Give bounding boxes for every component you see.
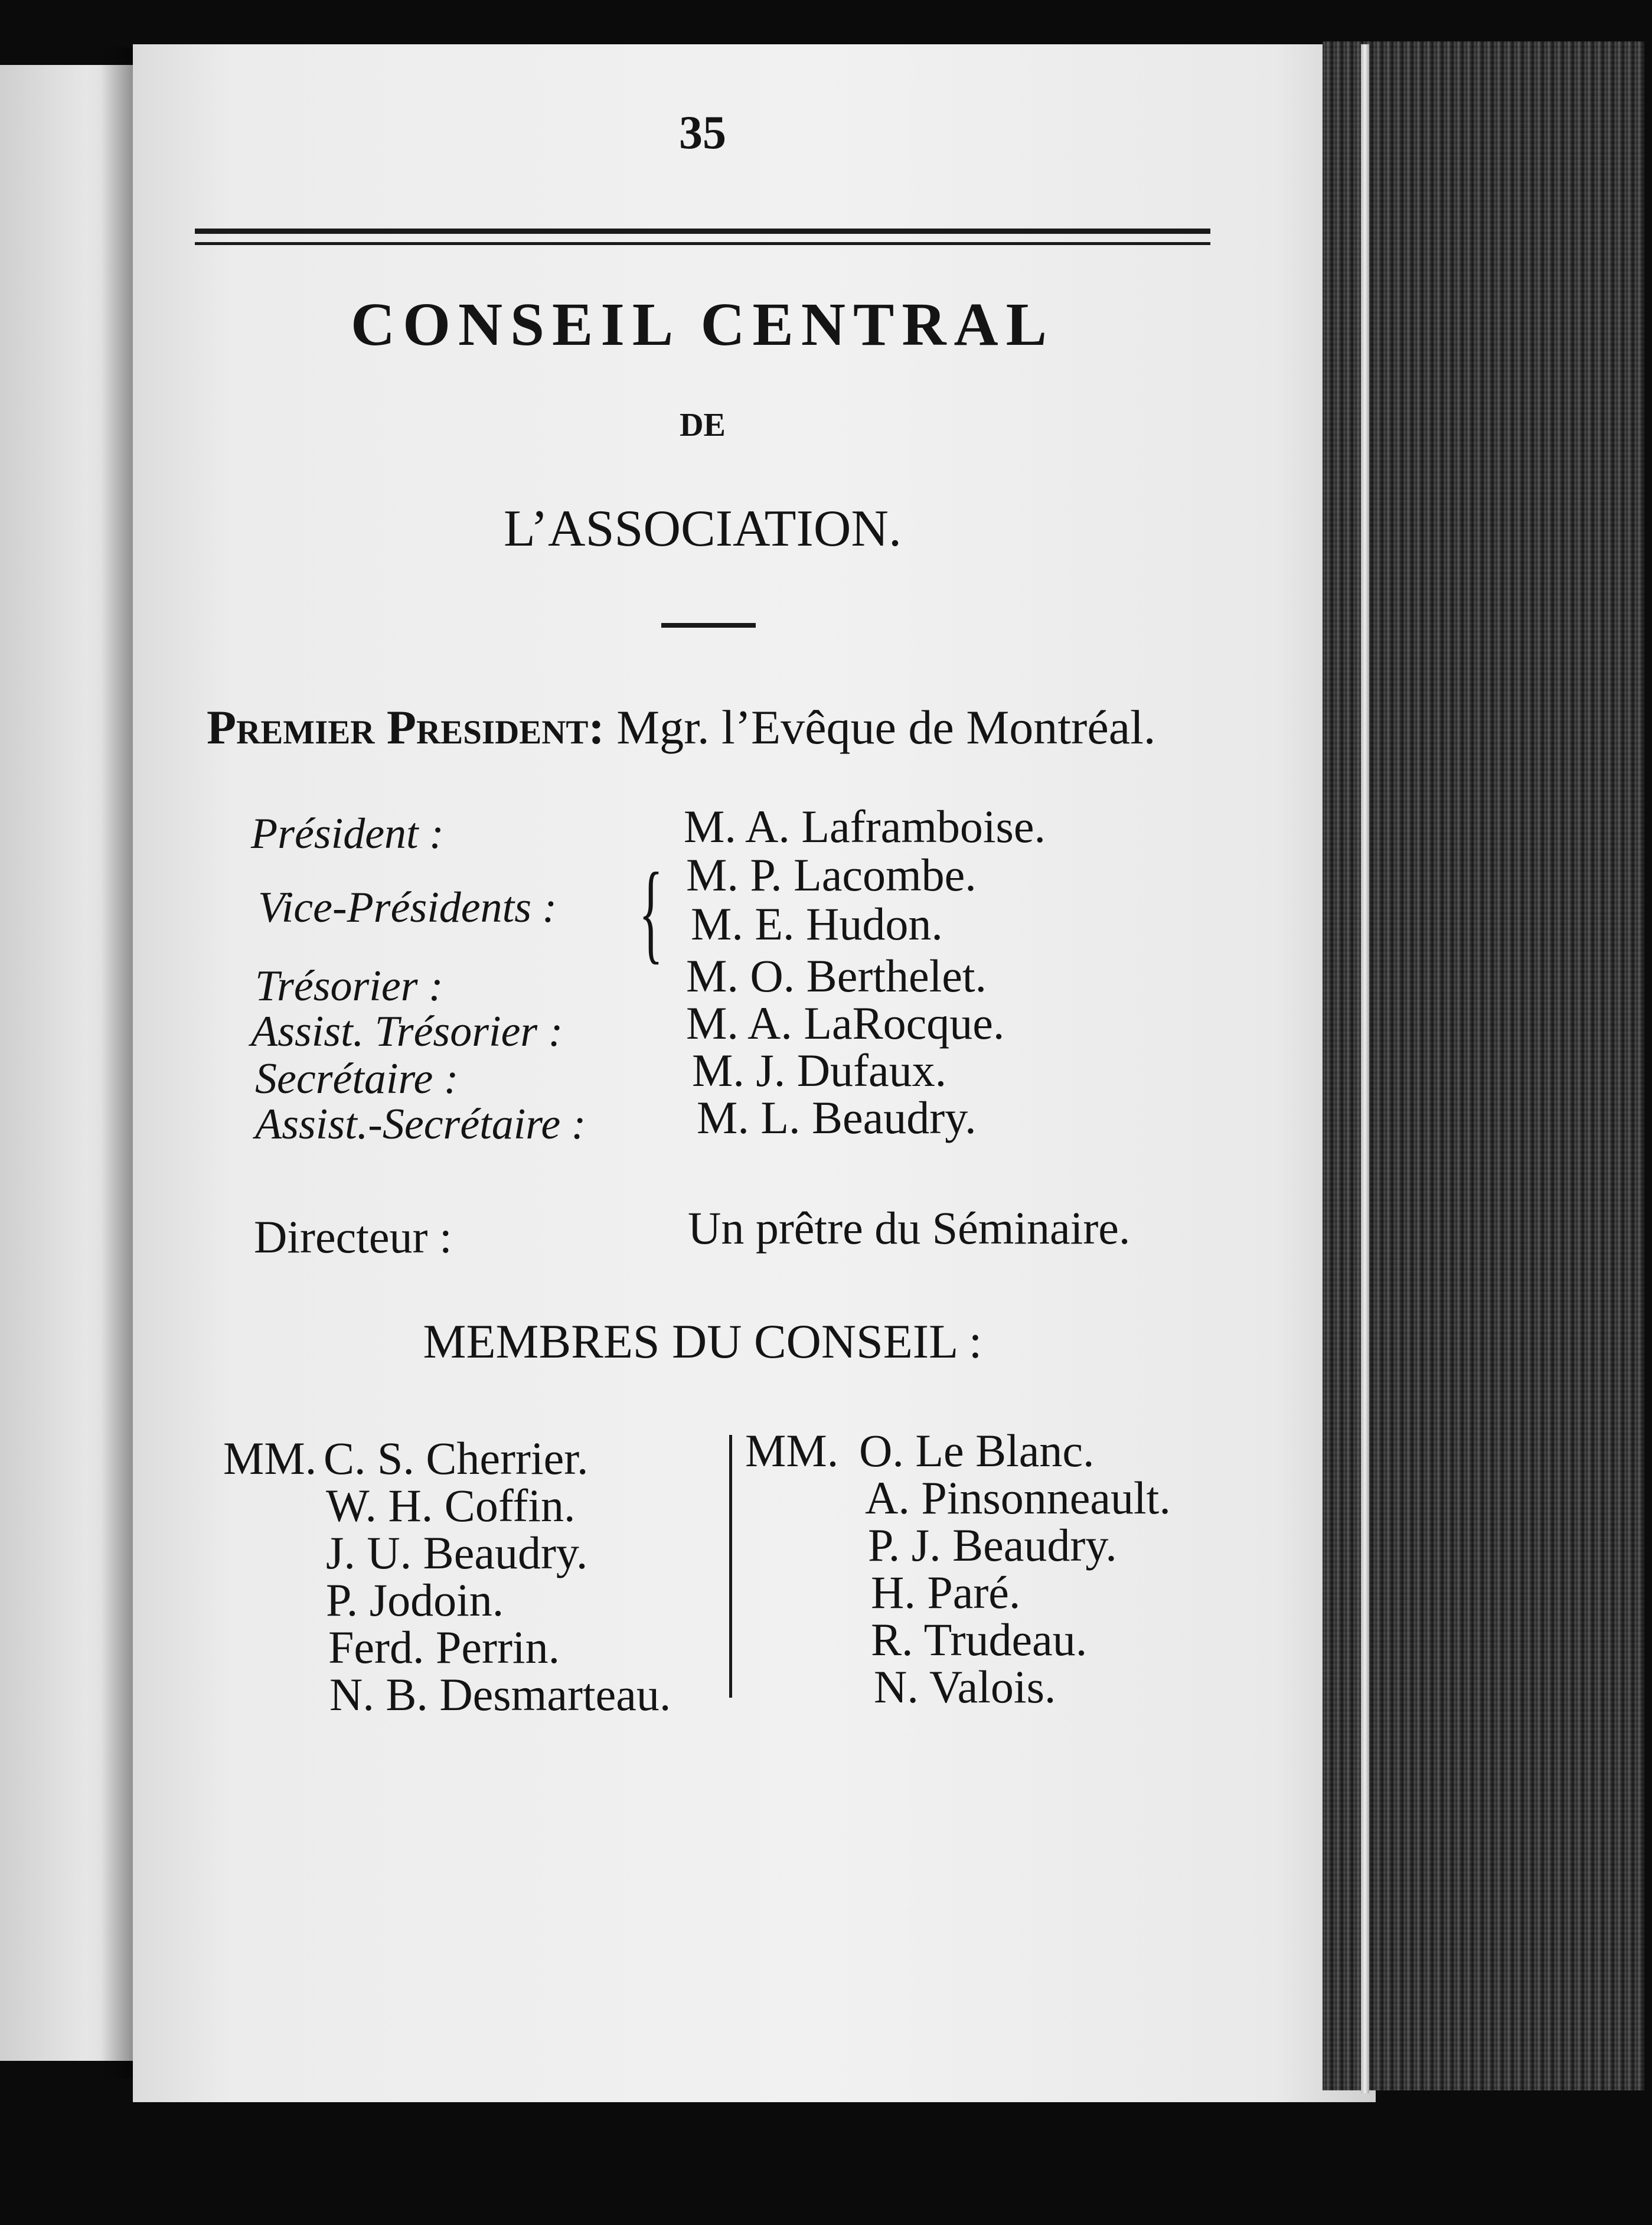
officer-name-tresorier: M. O. Berthelet. [686,950,987,1001]
premier-president-name: Mgr. l’Evêque de Montréal. [616,700,1156,754]
member-right: O. Le Blanc. [859,1425,1095,1476]
member-left: N. B. Desmarteau. [329,1669,671,1720]
subtitle-association: L’ASSOCIATION. [504,500,902,557]
officer-label-assist-secretaire: Assist.-Secrétaire : [255,1100,586,1149]
page-number: 35 [679,107,726,159]
directeur-name: Un prêtre du Séminaire. [688,1202,1131,1254]
member-left: P. Jodoin. [326,1574,504,1626]
members-prefix-right: MM. [745,1425,839,1476]
member-right: H. Paré. [871,1567,1021,1618]
officer-name-vice-president-2: M. E. Hudon. [691,898,943,950]
members-heading: MEMBRES DU CONSEIL : [423,1314,982,1368]
officer-label-president: Président : [251,810,444,858]
member-left: W. H. Coffin. [326,1480,576,1531]
member-left: C. S. Cherrier. [324,1433,589,1484]
member-right: N. Valois. [874,1661,1056,1712]
members-column-divider [729,1435,732,1698]
directeur-label: Directeur : [254,1211,452,1262]
officer-label-tresorier: Trésorier : [255,962,443,1010]
premier-president-label: Premier President: [207,700,605,754]
section-divider [661,623,756,628]
officer-name-assist-secretaire: M. L. Beaudry. [697,1092,977,1143]
member-right: P. J. Beaudry. [868,1519,1117,1571]
officer-name-assist-tresorier: M. A. LaRocque. [686,997,1005,1049]
officer-name-secretaire: M. J. Dufaux. [692,1045,947,1096]
member-right: R. Trudeau. [871,1614,1088,1665]
premier-president-line [207,700,1155,755]
member-left: Ferd. Perrin. [328,1622,560,1673]
officer-label-assist-tresorier: Assist. Trésorier : [251,1007,563,1056]
page-title: CONSEIL CENTRAL [351,291,1054,358]
officer-label-secretaire: Secrétaire : [255,1055,459,1103]
subtitle-de: DE [680,407,726,443]
officer-label-vice-presidents: Vice-Présidents : [258,883,557,932]
member-right: A. Pinsonneault. [865,1472,1171,1523]
vice-presidents-brace: { [639,850,664,974]
members-prefix-left: MM. [223,1433,317,1484]
header-rule-thick [195,229,1210,234]
header-rule-thin [195,242,1210,245]
officer-name-president: M. A. Laframboise. [684,801,1046,852]
officer-name-vice-president-1: M. P. Lacombe. [686,849,977,901]
member-left: J. U. Beaudry. [326,1527,588,1578]
